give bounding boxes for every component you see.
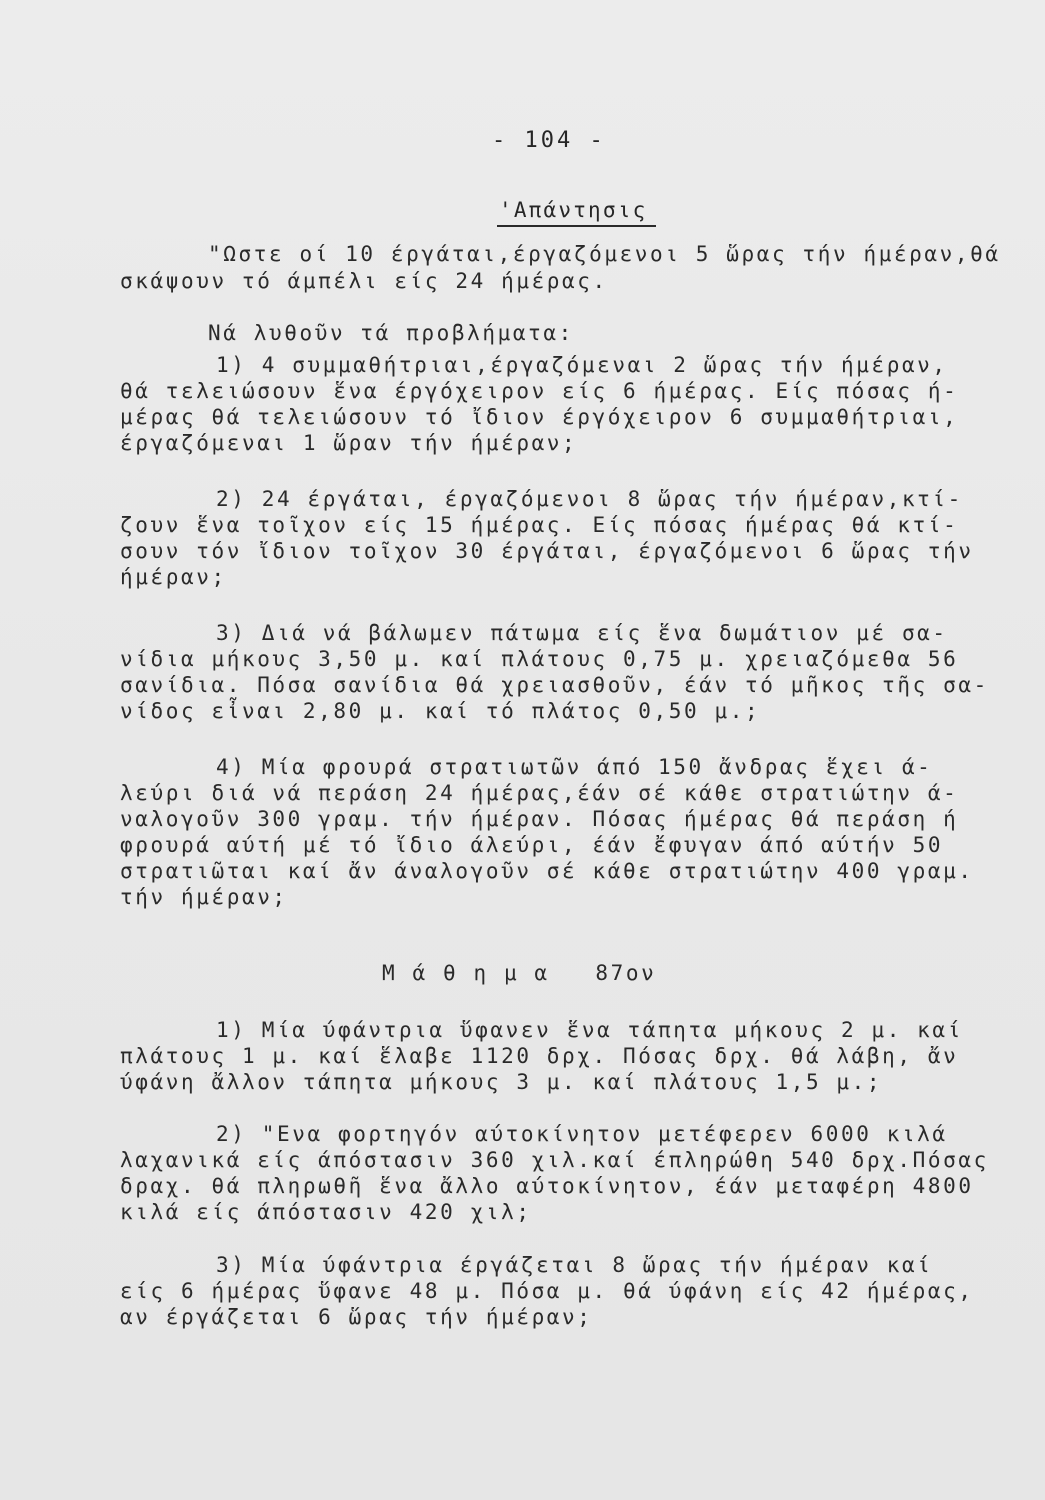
problem-1-line: θά τελειώσουν ἕνα έργόχειρον είς 6 ήμέρας. Είς πόσας ή- — [120, 379, 959, 403]
lesson-problem-2-line: δραχ. θά πληρωθῆ ἕνα ἄλλο αύτοκίνητον, έάν μεταφέρη 4800 — [120, 1174, 974, 1198]
problem-4-line: στρατιῶται καί ἄν άναλογοῦν σέ κάθε στρατιώτην 400 γραμ. — [120, 859, 974, 883]
lesson-problem-1-line: πλάτους 1 μ. καί ἕλαβε 1120 δρχ. Πόσας δρχ. θά λάβη, ἄν — [120, 1044, 959, 1068]
problem-4-line: τήν ήμέραν; — [120, 885, 288, 909]
lesson-problem-3-line: αν έργάζεται 6 ὥρας τήν ήμέραν; — [120, 1305, 593, 1329]
problem-4-line: ναλογοῦν 300 γραμ. τήν ήμέραν. Πόσας ήμέρας θά περάση ή — [120, 807, 959, 831]
problem-2-line: 2) 24 έργάται, έργαζόμενοι 8 ὥρας τήν ήμέραν,κτί- — [216, 487, 963, 511]
lesson-problem-2-line: 2) "Ενα φορτηγόν αύτοκίνητον μετέφερεν 6000 κιλά — [216, 1122, 948, 1146]
lesson-problem-1-line: 1) Μία ύφάντρια ὕφανεν ἕνα τάπητα μήκους 2 μ. καί — [216, 1018, 963, 1042]
problem-3-line: σανίδια. Πόσα σανίδια θά χρειασθοῦν, έάν τό μῆκος τῆς σα- — [120, 673, 989, 697]
problem-1-line: 1) 4 συμμαθήτριαι,έργαζόμεναι 2 ὥρας τήν ήμέραν, — [216, 353, 948, 377]
problem-2-line: ήμέραν; — [120, 565, 227, 589]
lesson-heading: Μ ά θ η μ α 87ον — [382, 961, 657, 985]
problem-2-line: σουν τόν ἴδιον τοῖχον 30 έργάται, έργαζόμενοι 6 ὥρας τήν — [120, 539, 974, 563]
problem-3-line: 3) Διά νά βάλωμεν πάτωμα είς ἕνα δωμάτιον μέ σα- — [216, 621, 948, 645]
lesson-problem-2-line: λαχανικά είς άπόστασιν 360 χιλ.καί έπληρώθη 540 δρχ.Πόσας — [120, 1148, 989, 1172]
lesson-problem-2-line: κιλά είς άπόστασιν 420 χιλ; — [120, 1200, 532, 1224]
answer-line: "Ωστε οί 10 έργάται,έργαζόμενοι 5 ὥρας τήν ήμέραν,θά — [208, 242, 1001, 266]
lesson-problem-3-line: 3) Μία ύφάντρια έργάζεται 8 ὥρας τήν ήμέραν καί — [216, 1253, 933, 1277]
answer-line: σκάψουν τό άμπέλι είς 24 ήμέρας. — [120, 269, 608, 293]
problem-2-line: ζουν ἕνα τοῖχον είς 15 ήμέρας. Είς πόσας ήμέρας θά κτί- — [120, 513, 959, 537]
lesson-problem-1-line: ύφάνη ἄλλον τάπητα μήκους 3 μ. καί πλάτους 1,5 μ.; — [120, 1070, 883, 1094]
problem-4-line: λεύρι διά νά περάση 24 ήμέρας,έάν σέ κάθε στρατιώτην ά- — [120, 781, 959, 805]
problem-4-line: φρουρά αύτή μέ τό ἴδιο άλεύρι, έάν ἔφυγαν άπό αύτήν 50 — [120, 833, 944, 857]
answer-title: 'Απάντησις — [499, 198, 648, 222]
problem-1-line: μέρας θά τελειώσουν τό ἴδιον έργόχειρον 6 συμμαθήτριαι, — [120, 405, 959, 429]
problem-3-line: νίδος εἶναι 2,80 μ. καί τό πλάτος 0,50 μ.; — [120, 699, 761, 723]
page-number: - 104 - — [492, 128, 606, 153]
title-underline — [497, 225, 656, 227]
problem-4-line: 4) Μία φρουρά στρατιωτῶν άπό 150 ἄνδρας ἕχει ά- — [216, 755, 933, 779]
instructions-heading: Νά λυθοῦν τά προβλήματα: — [208, 321, 574, 345]
lesson-problem-3-line: είς 6 ήμέρας ὕφανε 48 μ. Πόσα μ. θά ύφάνη είς 42 ήμέρας, — [120, 1279, 974, 1303]
problem-3-line: νίδια μήκους 3,50 μ. καί πλάτους 0,75 μ. χρειαζόμεθα 56 — [120, 647, 959, 671]
problem-1-line: έργαζόμεναι 1 ὥραν τήν ήμέραν; — [120, 431, 578, 455]
